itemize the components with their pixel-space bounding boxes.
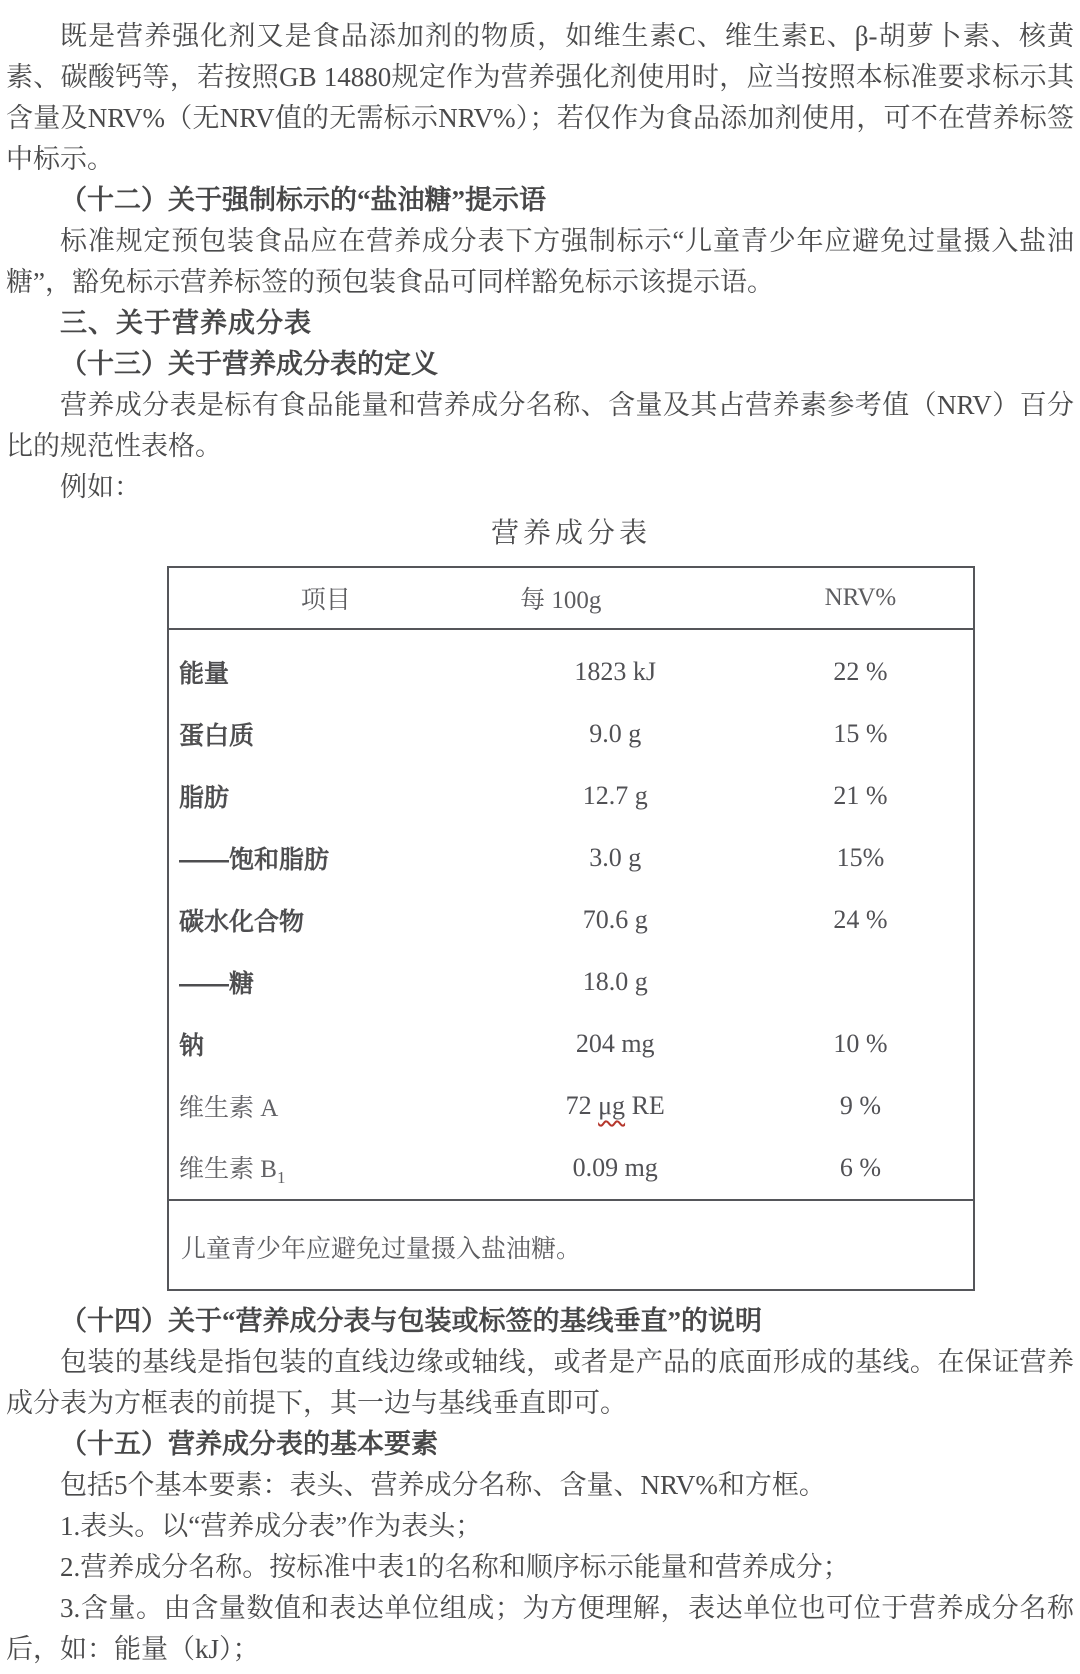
table-footnote: 儿童青少年应避免过量摄入盐油糖。 <box>169 1199 973 1289</box>
nutrient-name-subscript: 1 <box>276 1167 286 1187</box>
nutrient-name-text: 维生素 B <box>179 1155 277 1183</box>
column-header-item: 项目 <box>169 568 483 629</box>
heading-section-13: （十三）关于营养成分表的定义 <box>60 349 438 379</box>
table-row-vitamin-b1 <box>169 1137 973 1199</box>
table-row-energy <box>169 629 973 703</box>
nutrient-nrv: 15 % <box>833 719 888 748</box>
nutrient-name: ——饱和脂肪 <box>179 846 330 874</box>
list-item-names: 2.营养成分名称。按标准中表1的名称和顺序标示能量和营养成分； <box>60 1552 850 1582</box>
nutrient-amount: 0.09 mg <box>572 1153 658 1182</box>
nutrient-name: 脂肪 <box>179 784 230 812</box>
nutrient-nrv <box>748 951 973 1013</box>
nutrient-name: 维生素 A <box>179 1095 279 1122</box>
nutrient-nrv: 21 % <box>833 781 888 810</box>
amount-unit: RE <box>625 1091 665 1120</box>
nutrient-amount: 18.0 g <box>582 967 648 996</box>
list-item-content: 3.含量。由含量数值和表达单位组成；为方便理解，表达单位也可位于营养成分名称后，如：能量（kJ）； <box>6 1593 1074 1664</box>
table-row-sugar <box>169 951 973 1013</box>
table-row-vitamin-a <box>169 1075 973 1137</box>
nutrition-facts-example <box>167 514 975 1291</box>
heading-part-3: 三、关于营养成分表 <box>60 308 312 338</box>
nutrition-table <box>169 568 973 1199</box>
nutrient-amount: 70.6 g <box>582 905 648 934</box>
list-item-header: 1.表头。以“营养成分表”作为表头； <box>60 1511 483 1541</box>
paragraph-salt-oil-sugar: 标准规定预包装食品应在营养成分表下方强制标示“儿童青少年应避免过量摄入盐油糖”，豁免标示营养标签的预包装食品可同样豁免标示该提示语。 <box>6 226 1074 297</box>
amount-value: 72 <box>565 1091 599 1120</box>
table-row-carbohydrate <box>169 889 973 951</box>
nutrient-nrv: 10 % <box>833 1029 888 1058</box>
paragraph-five-elements: 包括5个基本要素：表头、营养成分名称、含量、NRV%和方框。 <box>60 1470 826 1500</box>
nutrient-amount: 3.0 g <box>589 843 642 872</box>
nutrient-name: 蛋白质 <box>179 722 255 750</box>
nutrient-nrv: 15% <box>836 843 885 872</box>
table-row-saturated-fat <box>169 827 973 889</box>
nutrient-nrv: 9 % <box>839 1091 882 1120</box>
table-header-row <box>169 568 973 629</box>
nutrient-name: ——糖 <box>179 970 255 998</box>
heading-section-15: （十五）营养成分表的基本要素 <box>60 1429 438 1459</box>
nutrient-name <box>169 1137 483 1199</box>
nutrition-table-title: 营养成分表 <box>490 518 651 549</box>
table-row-fat <box>169 765 973 827</box>
nutrient-amount: 12.7 g <box>582 781 648 810</box>
paragraph-baseline: 包装的基线是指包装的直线边缘或轴线，或者是产品的底面形成的基线。在保证营养成分表为方框表的前提下，其一边与基线垂直即可。 <box>6 1347 1074 1418</box>
example-label: 例如： <box>60 472 141 502</box>
nutrient-name: 能量 <box>179 660 230 688</box>
nutrient-amount: 9.0 g <box>589 719 642 748</box>
table-row-sodium <box>169 1013 973 1075</box>
column-header-per100g: 每 100g <box>483 568 748 629</box>
nutrient-name: 钠 <box>179 1032 205 1060</box>
paragraph-fortifier-additive: 既是营养强化剂又是食品添加剂的物质，如维生素C、维生素E、β-胡萝卜素、核黄素、碳酸钙等，若按照GB 14880规定作为营养强化剂使用时，应当按照本标准要求标示其含量及NRV%（无NRV值的无需标示NRV%）；若仅作为食品添加剂使用，可不在营养标签中标示。 <box>6 21 1074 174</box>
nutrient-nrv: 22 % <box>833 657 888 686</box>
heading-section-12: （十二）关于强制标示的“盐油糖”提示语 <box>60 185 546 215</box>
heading-section-14: （十四）关于“营养成分表与包装或标签的基线垂直”的说明 <box>60 1306 762 1336</box>
nutrient-name: 碳水化合物 <box>179 908 305 936</box>
nutrition-table-box <box>167 566 975 1291</box>
paragraph-definition: 营养成分表是标有食品能量和营养成分名称、含量及其占营养素参考值（NRV）百分比的规范性表格。 <box>6 390 1074 461</box>
table-row-protein <box>169 703 973 765</box>
nutrient-amount <box>483 1075 748 1137</box>
nutrient-amount: 204 mg <box>575 1029 655 1058</box>
column-header-nrv: NRV% <box>748 568 973 629</box>
nutrient-amount: 1823 kJ <box>574 657 657 686</box>
nutrient-nrv: 6 % <box>839 1153 882 1182</box>
spellcheck-marked-unit: μg <box>598 1091 626 1120</box>
nutrient-nrv: 24 % <box>833 905 888 934</box>
